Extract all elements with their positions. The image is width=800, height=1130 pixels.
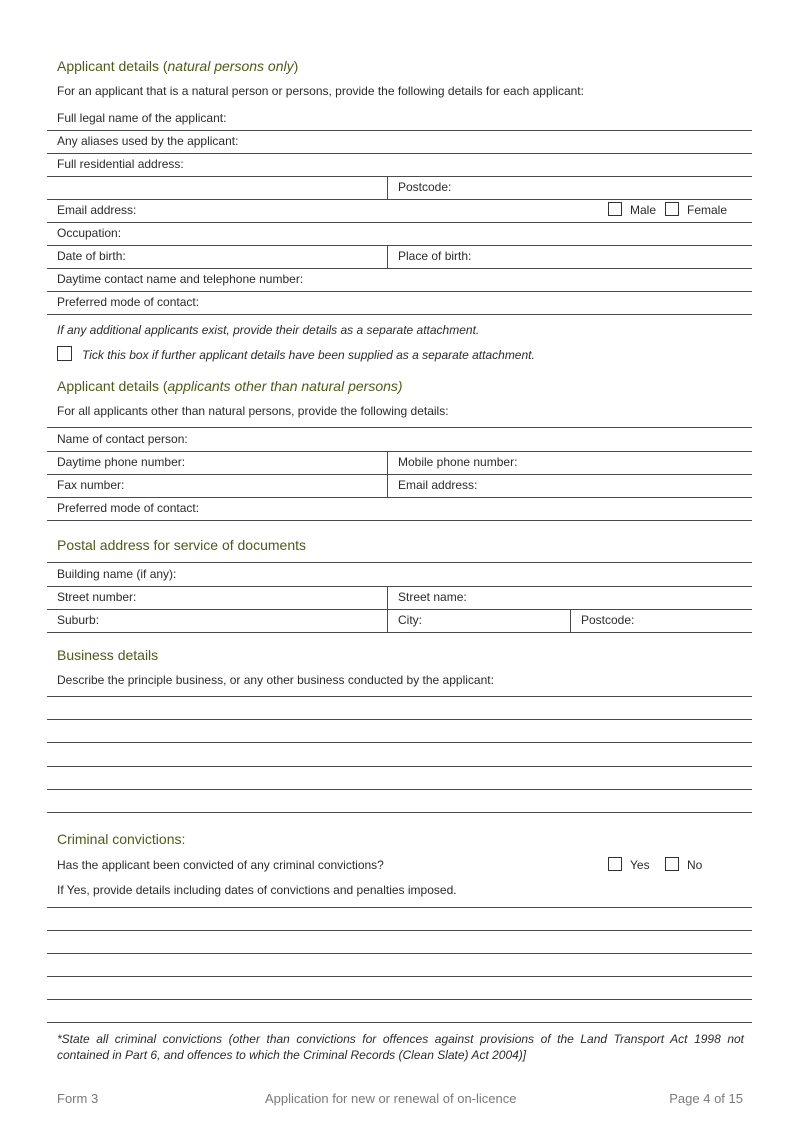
aliases-label: Any aliases used by the applicant: <box>57 134 239 148</box>
criminal-line[interactable] <box>47 907 752 908</box>
criminal-line[interactable] <box>47 953 752 954</box>
address-continuation-field[interactable] <box>47 176 387 199</box>
preferred-contact-row[interactable] <box>47 291 752 315</box>
criminal-line[interactable] <box>47 999 752 1000</box>
criminal-details-prompt: If Yes, provide details including dates of convictions and penalties imposed. <box>57 883 457 897</box>
criminal-line[interactable] <box>47 1022 752 1023</box>
business-line[interactable] <box>47 766 752 767</box>
daytime-phone-label: Daytime phone number: <box>57 455 186 469</box>
female-checkbox[interactable] <box>665 202 679 216</box>
female-label: Female <box>687 203 728 217</box>
building-row[interactable] <box>47 562 752 587</box>
contact-person-row[interactable] <box>47 427 752 452</box>
legal-name-row[interactable] <box>47 107 752 131</box>
suburb-city-row[interactable] <box>47 609 752 633</box>
building-label: Building name (if any): <box>57 567 177 581</box>
criminal-line[interactable] <box>47 976 752 977</box>
fax-email-row[interactable] <box>47 474 752 498</box>
street-row[interactable] <box>47 586 752 610</box>
further-details-label: Tick this box if further applicant details have been supplied as a separate attachment. <box>82 348 535 362</box>
business-heading: Business details <box>57 647 159 663</box>
city-label: City: <box>387 609 570 632</box>
yes-checkbox[interactable] <box>608 857 622 871</box>
further-details-checkbox[interactable] <box>57 346 72 361</box>
fax-label: Fax number: <box>57 478 125 492</box>
natural-applicant-heading: Applicant details (natural persons only) <box>57 58 299 74</box>
other-preferred-contact-label: Preferred mode of contact: <box>57 501 200 515</box>
street-name-label: Street name: <box>387 586 467 609</box>
dob-label: Date of birth: <box>57 249 126 263</box>
yes-label: Yes <box>630 858 650 872</box>
business-line[interactable] <box>47 789 752 790</box>
criminal-no-option[interactable] <box>665 854 702 877</box>
email-label: Email address: <box>57 203 137 217</box>
male-checkbox[interactable] <box>608 202 622 216</box>
criminal-heading: Criminal convictions: <box>57 831 186 847</box>
preferred-contact-label: Preferred mode of contact: <box>57 295 200 309</box>
gender-male-option[interactable] <box>608 199 656 222</box>
footer-title: Application for new or renewal of on-licence <box>265 1091 517 1106</box>
criminal-yes-option[interactable] <box>608 854 650 877</box>
no-checkbox[interactable] <box>665 857 679 871</box>
daytime-contact-row[interactable] <box>47 268 752 292</box>
address-postcode-row[interactable] <box>47 176 752 200</box>
postal-postcode-label: Postcode: <box>570 609 634 632</box>
occupation-label: Occupation: <box>57 226 122 240</box>
occupation-row[interactable] <box>47 222 752 246</box>
additional-applicants-note: If any additional applicants exist, provide their details as a separate attachment. <box>57 323 480 337</box>
phone-row[interactable] <box>47 451 752 475</box>
further-details-option[interactable] <box>57 346 535 362</box>
business-intro: Describe the principle business, or any other business conducted by the applicant: <box>57 673 494 687</box>
other-applicant-intro: For all applicants other than natural persons, provide the following details: <box>57 404 449 418</box>
daytime-contact-label: Daytime contact name and telephone number: <box>57 272 304 286</box>
footer-page-number: Page 4 of 15 <box>669 1091 743 1106</box>
suburb-label: Suburb: <box>57 613 100 627</box>
male-label: Male <box>630 203 657 217</box>
other-preferred-contact-row[interactable] <box>47 497 752 521</box>
residential-address-label: Full residential address: <box>57 157 184 171</box>
postal-heading: Postal address for service of documents <box>57 537 307 553</box>
pob-label: Place of birth: <box>387 245 471 268</box>
business-line[interactable] <box>47 696 752 697</box>
business-line[interactable] <box>47 812 752 813</box>
criminal-question: Has the applicant been convicted of any criminal convictions? <box>57 858 384 872</box>
footer-form-number: Form 3 <box>57 1091 99 1106</box>
legal-name-label: Full legal name of the applicant: <box>57 111 227 125</box>
gender-female-option[interactable] <box>665 199 727 222</box>
birth-row[interactable] <box>47 245 752 269</box>
other-applicant-heading: Applicant details (applicants other than natural persons) <box>57 378 403 394</box>
no-label: No <box>687 858 703 872</box>
natural-applicant-intro: For an applicant that is a natural person or persons, provide the following details for each applicant: <box>57 84 584 98</box>
email-gender-row[interactable] <box>47 199 752 223</box>
residential-address-row[interactable] <box>47 153 752 177</box>
business-line[interactable] <box>47 742 752 743</box>
residential-postcode-label: Postcode: <box>387 176 451 199</box>
other-email-label: Email address: <box>387 474 477 497</box>
mobile-phone-label: Mobile phone number: <box>387 451 517 474</box>
street-number-label: Street number: <box>57 590 137 604</box>
criminal-line[interactable] <box>47 930 752 931</box>
contact-person-label: Name of contact person: <box>57 432 188 446</box>
criminal-footnote: *State all criminal convictions (other than convictions for offences against provisions of the Land Transport Act 1998 not contained in Part 6, and offences to which the Criminal Records (Clean Slate) Act 2004)] <box>57 1032 744 1062</box>
business-line[interactable] <box>47 719 752 720</box>
aliases-row[interactable] <box>47 130 752 154</box>
